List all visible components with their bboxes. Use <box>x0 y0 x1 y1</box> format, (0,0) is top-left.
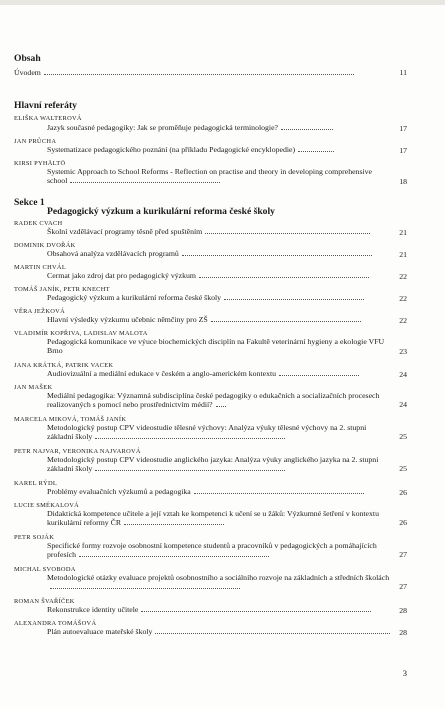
leader-dots <box>50 587 240 589</box>
toc-author: ROMAN ŠVAŘÍČEK <box>14 598 75 605</box>
toc-author: TOMÁŠ JANÍK, PETR KNECHT <box>14 286 110 293</box>
toc-entry[interactable] <box>47 315 391 324</box>
toc-entry[interactable] <box>47 123 391 132</box>
toc-author: RADEK CVACH <box>14 220 63 227</box>
leader-dots <box>124 523 224 525</box>
toc-entry-page: 22 <box>399 294 407 303</box>
leader-dots <box>141 610 371 612</box>
toc-entry-title: Audiovizuální a mediální edukace v českém a anglo-americkém kontextu <box>47 369 277 378</box>
toc-entry[interactable] <box>47 337 391 355</box>
main-papers-heading: Hlavní referáty <box>14 100 77 111</box>
toc-entry[interactable] <box>47 293 391 302</box>
toc-entry-page: 18 <box>399 177 407 186</box>
toc-author: MICHAL SVOBODA <box>14 566 76 573</box>
page-top-edge <box>0 0 445 5</box>
toc-entry[interactable] <box>47 423 391 441</box>
toc-author: ALEXANDRA TOMÁŠOVÁ <box>14 620 97 627</box>
toc-entry[interactable] <box>47 573 391 591</box>
toc-entry-title: Metodologický postup CPV videostudie anglického jazyka: Analýza výuky anglického jazyka na 2. stupni základní školy <box>47 455 379 474</box>
contents-heading: Obsah <box>14 53 41 64</box>
toc-entry[interactable] <box>47 391 391 409</box>
leader-dots <box>199 276 369 278</box>
toc-entry-page: 21 <box>399 250 407 259</box>
toc-author: MARTIN CHVÁL <box>14 264 67 271</box>
leader-dots <box>224 298 364 300</box>
toc-entry-page: 25 <box>399 432 407 441</box>
toc-entry-intro[interactable] <box>14 68 391 77</box>
toc-entry-title: Školní vzdělávací programy těsně před spuštěním <box>47 227 203 236</box>
toc-entry[interactable] <box>47 271 391 280</box>
toc-entry-page: 22 <box>399 316 407 325</box>
toc-entry[interactable] <box>47 509 391 527</box>
toc-entry-title: Cermat jako zdroj dat pro pedagogický výzkum <box>47 271 196 280</box>
toc-author: LUCIE SMÉKALOVÁ <box>14 502 80 509</box>
toc-author: PETR NAJVAR, VERONIKA NAJVAROVÁ <box>14 448 141 455</box>
page-number: 3 <box>402 668 407 678</box>
toc-entry[interactable] <box>47 249 391 258</box>
toc-author: JAN MAŠEK <box>14 384 53 391</box>
toc-entry[interactable] <box>47 487 391 496</box>
leader-dots <box>44 73 354 75</box>
toc-entry-title: Pedagogický výzkum a kurikulární reforma české školy <box>47 293 222 302</box>
toc-author: MARCELA MIKOVÁ, TOMÁŠ JANÍK <box>14 416 127 423</box>
leader-dots <box>155 632 390 634</box>
toc-author: ELIŠKA WALTEROVÁ <box>14 115 82 122</box>
toc-entry-title: Rekonstrukce identity učitele <box>47 605 139 614</box>
toc-entry-title: Úvodem <box>14 68 41 77</box>
leader-dots <box>194 492 364 494</box>
toc-entry-page: 21 <box>399 228 407 237</box>
toc-author: DOMINIK DVOŘÁK <box>14 242 76 249</box>
leader-dots <box>79 555 269 557</box>
toc-entry[interactable] <box>47 605 391 614</box>
leader-dots <box>182 254 372 256</box>
leader-dots <box>298 150 334 152</box>
toc-entry-page: 26 <box>399 518 407 527</box>
leader-dots <box>205 232 370 234</box>
toc-entry-page: 25 <box>399 464 407 473</box>
toc-author: JANA KRÁTKÁ, PATRIK VACEK <box>14 362 114 369</box>
toc-entry-page: 24 <box>399 370 407 379</box>
toc-author: VĚRA JEŽKOVÁ <box>14 308 65 315</box>
toc-entry-page: 22 <box>399 272 407 281</box>
toc-author: VLADIMÍR KOPŘIVA, LADISLAV MALOTA <box>14 330 148 337</box>
toc-entry-title: Mediální pedagogika: Významná subdisciplína české pedagogiky o edukačních a socializačních procesech realizovaných s pomocí nebo prostřednictvím médií? <box>47 391 380 410</box>
leader-dots <box>279 374 359 376</box>
toc-author: JAN PRŮCHA <box>14 138 57 145</box>
toc-entry[interactable] <box>47 541 391 559</box>
leader-dots <box>216 405 226 407</box>
toc-entry-title: Metodologický postup CPV videostudie tělesné výchovy: Analýza výuky tělesné výchovy na 2. stupni základní školy <box>47 423 367 442</box>
toc-entry-page: 17 <box>399 124 407 133</box>
section-label: Sekce 1 <box>14 197 45 208</box>
toc-entry-title: Jazyk současné pedagogiky: Jak se proměňuje pedagogická terminologie? <box>47 123 279 132</box>
leader-dots <box>95 437 285 439</box>
toc-entry-title: Pedagogická komunikace ve výuce biochemických disciplín na Fakultě veterinární hygieny a ekologie VFU Brno <box>47 337 385 356</box>
toc-author: KIRSI PYHÄLTÖ <box>14 160 66 167</box>
toc-entry-title: Specifické formy rozvoje osobnostní kompetence studentů a pracovníků v pedagogických a pomáhajících profesích <box>47 541 377 560</box>
toc-entry-page: 26 <box>399 488 407 497</box>
toc-author: PETR SOJÁK <box>14 534 55 541</box>
toc-entry-page: 28 <box>399 628 407 637</box>
leader-dots <box>281 128 333 130</box>
toc-entry-page: 28 <box>399 606 407 615</box>
toc-entry[interactable] <box>47 455 391 473</box>
toc-entry-page: 23 <box>399 347 407 356</box>
toc-author: KAREL RÝDL <box>14 480 58 487</box>
toc-entry-title: Obsahová analýza vzdělávacích programů <box>47 249 179 258</box>
toc-entry-title: Hlavní výsledky výzkumu učebnic němčiny pro ZŠ <box>47 315 208 324</box>
toc-entry-page: 27 <box>399 550 407 559</box>
toc-entry[interactable] <box>47 369 391 378</box>
toc-entry-page: 17 <box>399 146 407 155</box>
toc-entry[interactable] <box>47 145 391 154</box>
toc-entry-title: Systematizace pedagogického poznání (na příkladu Pedagogické encyklopedie) <box>47 145 296 154</box>
toc-entry-title: Didaktická kompetence učitele a její vztah ke kompetenci k učení se u žáků: Výzkumné šetření v kontextu kurikulární reformy ČR <box>47 509 379 528</box>
toc-entry-title: Metodologické otázky evaluace projektů osobnostního a sociálního rozvoje na základních a středních školách <box>47 573 390 582</box>
leader-dots <box>211 320 361 322</box>
leader-dots <box>95 469 285 471</box>
toc-entry[interactable] <box>47 167 391 185</box>
toc-entry-title: Systemic Approach to School Reforms - Reflection on practise and theory in developing comprehensive school <box>47 167 373 186</box>
toc-entry-page: 11 <box>399 68 407 77</box>
toc-entry-title: Problémy evaluačních výzkumů a pedagogika <box>47 487 191 496</box>
section-title: Pedagogický výzkum a kurikulární reforma české školy <box>47 206 275 217</box>
leader-dots <box>70 181 220 183</box>
toc-entry[interactable] <box>47 227 391 236</box>
toc-entry-title: Plán autoevaluace mateřské školy <box>47 627 153 636</box>
toc-entry-page: 27 <box>399 582 407 591</box>
toc-entry-page: 24 <box>399 400 407 409</box>
toc-entry[interactable] <box>47 627 391 636</box>
